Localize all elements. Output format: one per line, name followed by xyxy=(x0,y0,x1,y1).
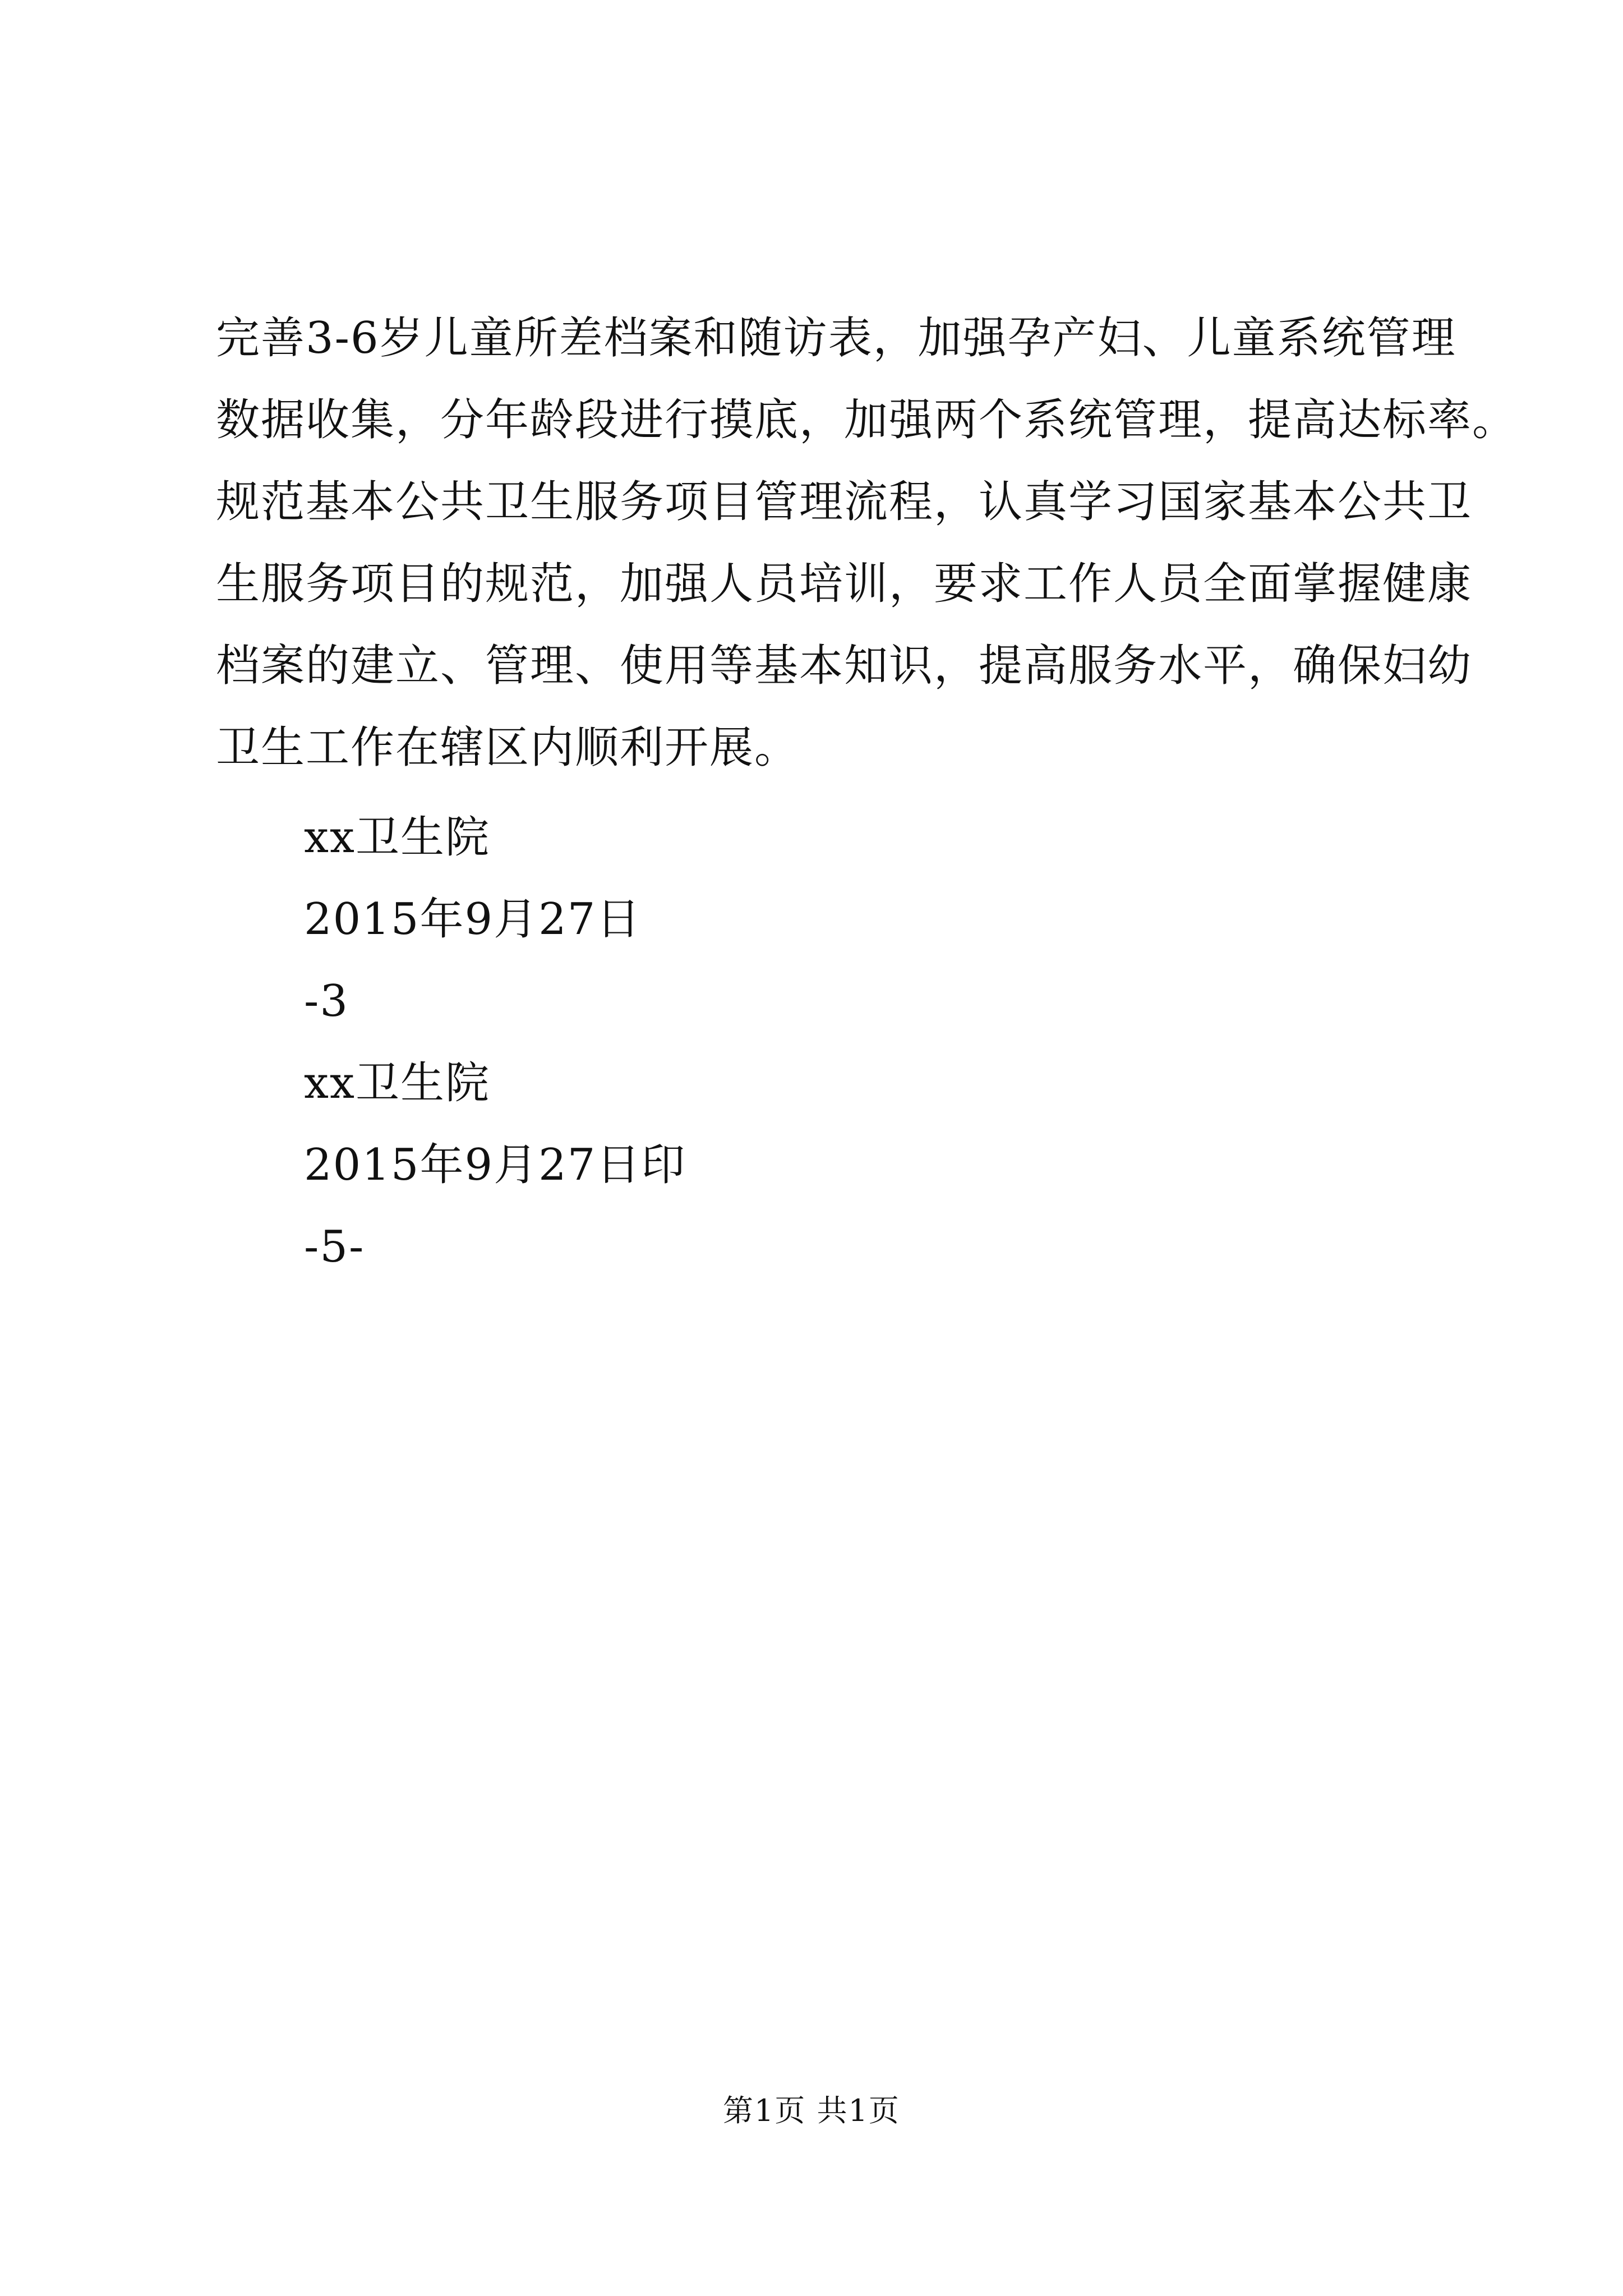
paragraph-line: 完善3-6岁儿童所差档案和随访表，加强孕产妇、儿童系统管理 xyxy=(216,313,1456,364)
paragraph-line: 数据收集，分年龄段进行摸底，加强两个系统管理，提高达标率。 xyxy=(216,395,1518,445)
signoff-date: 2015年9月27日 xyxy=(304,894,642,945)
signoff-organization: xx卫生院 xyxy=(304,1058,490,1108)
paragraph-line: 规范基本公共卫生服务项目管理流程，认真学习国家基本公共卫 xyxy=(216,477,1473,527)
signoff-block xyxy=(304,797,686,1288)
page-marker: -5- xyxy=(304,1222,365,1272)
paragraph-line: 档案的建立、管理、使用等基本知识，提高服务水平，确保妇幼 xyxy=(216,641,1473,691)
signoff-date-print: 2015年9月27日印 xyxy=(304,1140,686,1190)
page-footer: 第1页 共1页 xyxy=(723,2093,900,2128)
signoff-organization: xx卫生院 xyxy=(304,812,490,863)
body-paragraph xyxy=(216,297,1518,789)
paragraph-line: 生服务项目的规范，加强人员培训，要求工作人员全面掌握健康 xyxy=(216,559,1473,609)
page-marker: -3 xyxy=(304,976,349,1027)
paragraph-line: 卫生工作在辖区内顺利开展。 xyxy=(216,723,800,773)
